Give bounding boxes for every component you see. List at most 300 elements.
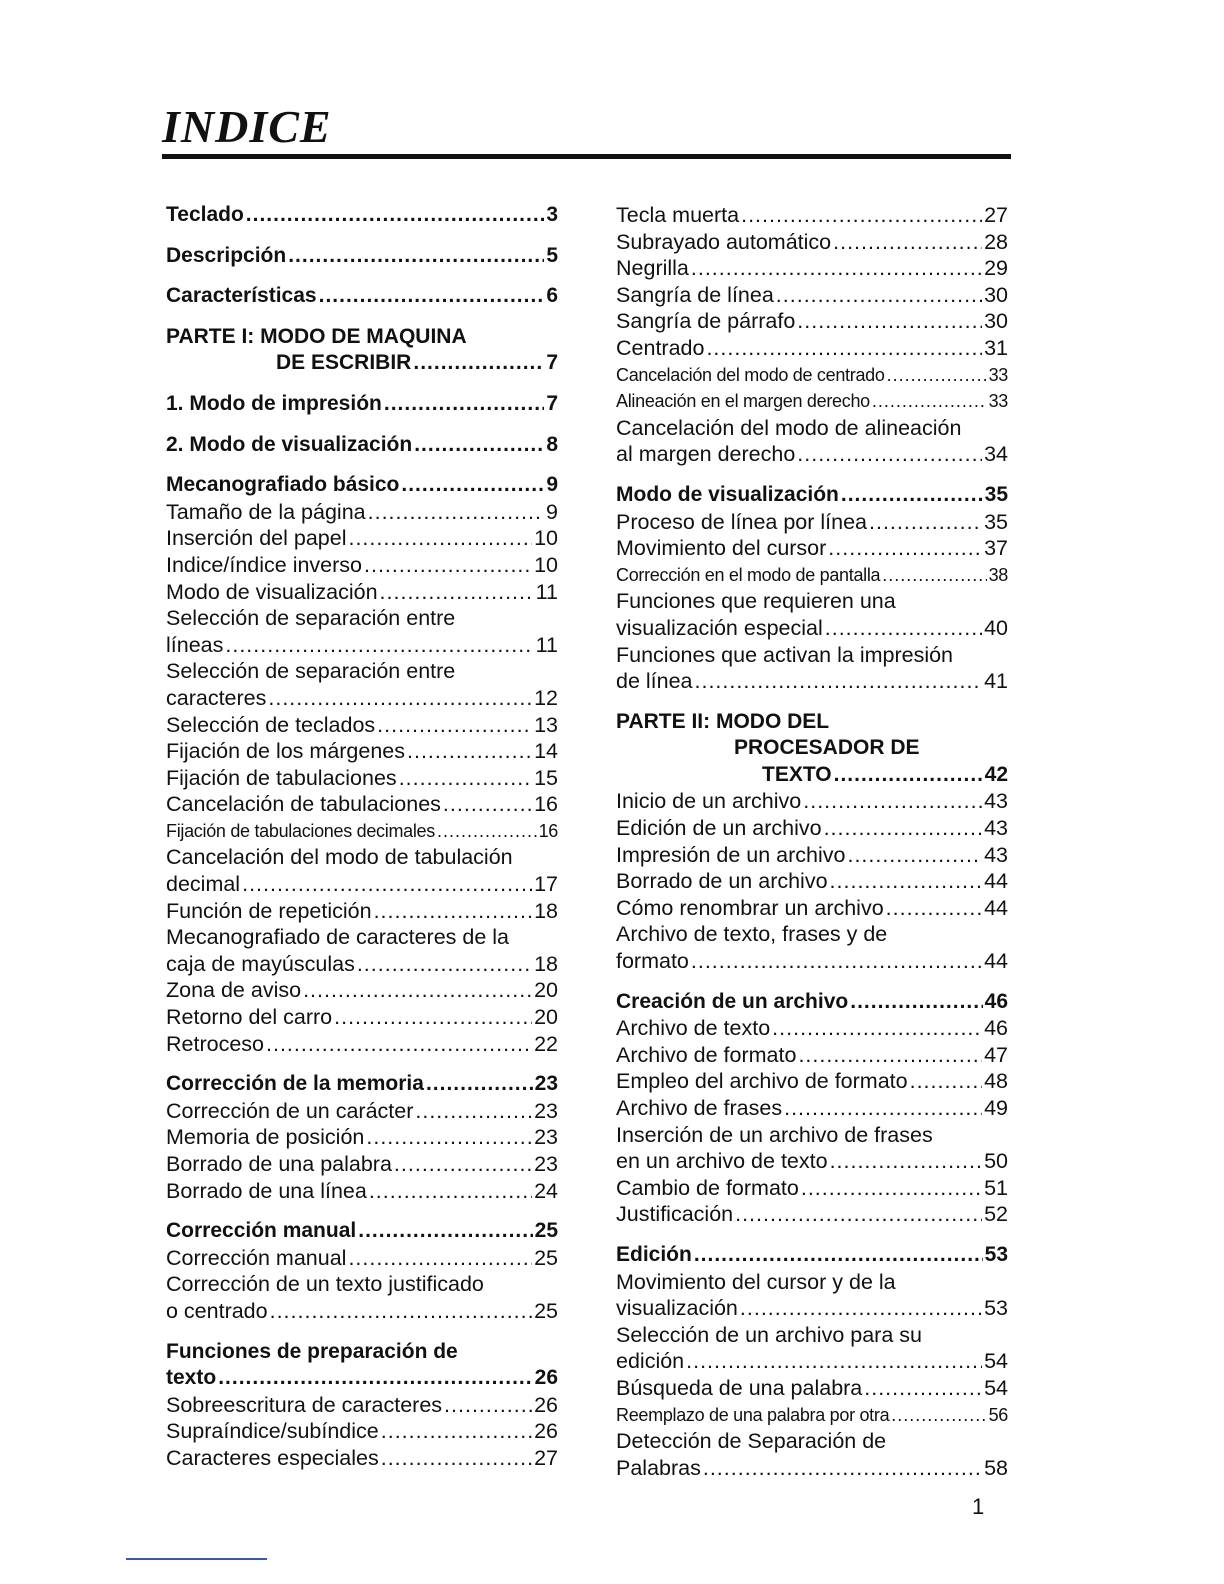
toc-page-number: 16	[538, 820, 558, 841]
toc-entry	[166, 432, 558, 459]
toc-entry-title: Inicio de un archivo	[616, 789, 802, 814]
toc-entry-title: formato	[616, 949, 689, 974]
toc-entry-title: Mecanografiado básico	[166, 473, 400, 497]
dot-leader	[740, 1295, 982, 1322]
toc-entry-title: Centrado	[616, 335, 705, 360]
toc-page-number: 44	[984, 895, 1008, 920]
toc-page-number: 23	[534, 1125, 558, 1150]
dot-leader	[303, 977, 532, 1004]
toc-entry	[616, 989, 1008, 1016]
toc-entry	[166, 1339, 558, 1392]
toc-entry	[616, 202, 1008, 229]
toc-entry-title: Borrado de una palabra	[166, 1152, 392, 1176]
toc-entry-title: caracteres	[166, 685, 267, 710]
dot-leader	[374, 898, 533, 925]
toc-entry	[616, 588, 1008, 641]
toc-entry-title-line: PARTE II: MODO DEL	[616, 709, 830, 733]
dot-leader	[772, 1015, 982, 1042]
toc-page-number: 23	[534, 1098, 558, 1123]
toc-page-number: 53	[984, 1296, 1008, 1321]
toc-entry	[166, 1218, 558, 1245]
dot-leader	[830, 1148, 983, 1175]
toc-entry-title: Edición	[616, 1242, 692, 1266]
toc-entry-title: Función de repetición	[166, 898, 372, 923]
dot-leader	[358, 1218, 532, 1245]
toc-page-number: 15	[534, 765, 558, 790]
toc-page-number: 53	[984, 1242, 1008, 1266]
toc-entry-title: al margen derecho	[616, 442, 796, 467]
toc-entry	[616, 921, 1008, 974]
toc-entry-title: de línea	[616, 669, 693, 694]
toc-entry-title: Descripción	[166, 243, 287, 267]
dot-leader	[686, 1348, 982, 1375]
toc-entry	[166, 1098, 558, 1125]
toc-page-number: 10	[534, 552, 558, 577]
dot-leader	[695, 668, 983, 695]
dot-leader	[824, 815, 983, 842]
toc-page-number: 35	[984, 509, 1008, 534]
toc-entry	[166, 499, 558, 526]
dot-leader	[850, 989, 982, 1016]
toc-entry-title-line: PROCESADOR DE	[734, 736, 920, 760]
dot-leader	[348, 1245, 532, 1272]
toc-entry-title-line: Funciones que requieren una	[616, 589, 896, 614]
toc-entry-title: Fijación de tabulaciones	[166, 765, 397, 790]
toc-entry-title: Supraíndice/subíndice	[166, 1419, 379, 1444]
toc-page-number: 9	[546, 473, 558, 497]
toc-entry-title: Archivo de formato	[616, 1042, 797, 1067]
toc-entry	[166, 283, 558, 310]
dot-leader	[703, 1455, 982, 1482]
dot-leader	[706, 335, 982, 362]
toc-entry-title: decimal	[166, 872, 241, 897]
toc-page-number: 27	[534, 1445, 558, 1470]
toc-entry	[166, 1151, 558, 1178]
dot-leader	[887, 362, 987, 389]
toc-entry	[616, 388, 1008, 415]
toc-entry-title: Búsqueda de una palabra	[616, 1375, 863, 1400]
toc-page-number: 49	[984, 1096, 1008, 1120]
toc-entry-title: visualización especial	[616, 615, 823, 640]
toc-entry	[166, 658, 558, 711]
toc-entry	[166, 391, 558, 418]
toc-entry	[616, 229, 1008, 256]
toc-page-number: 51	[984, 1175, 1008, 1200]
toc-page-number: 30	[984, 282, 1008, 307]
toc-entry-title: Corrección en el modo de pantalla	[616, 564, 881, 585]
toc-entry	[616, 362, 1008, 389]
toc-entry-title: Proceso de línea por línea	[616, 509, 867, 534]
dot-leader	[381, 1445, 532, 1472]
dot-leader	[399, 765, 532, 792]
toc-entry	[166, 1392, 558, 1419]
dot-leader	[368, 499, 544, 526]
toc-entry-title-line: Funciones que activan la impresión	[616, 642, 954, 667]
toc-entry	[166, 202, 558, 229]
toc-entry-title: Tamaño de la página	[166, 499, 366, 524]
toc-page-number: 13	[534, 712, 558, 737]
dot-leader	[218, 1365, 532, 1392]
toc-page-number: 46	[984, 1016, 1008, 1041]
dot-leader	[366, 1124, 532, 1151]
dot-leader	[798, 1042, 982, 1069]
toc-entry-title: Fijación de los márgenes	[166, 739, 406, 764]
toc-entry	[616, 255, 1008, 282]
toc-page-number: 27	[984, 203, 1008, 227]
dot-leader	[380, 579, 534, 606]
toc-entry-title: Reemplazo de una palabra por otra	[616, 1404, 890, 1425]
dot-leader	[869, 509, 982, 536]
toc-page-number: 48	[984, 1069, 1008, 1094]
toc-page-number: 56	[988, 1404, 1008, 1425]
dot-leader	[834, 762, 983, 789]
toc-page-number: 54	[984, 1349, 1008, 1374]
toc-page-number: 25	[534, 1245, 558, 1270]
dot-leader	[797, 308, 982, 335]
dot-leader	[384, 391, 544, 418]
toc-entry	[616, 788, 1008, 815]
toc-page-number: 28	[984, 229, 1008, 254]
toc-entry-title-line: Detección de Separación de	[616, 1429, 887, 1454]
toc-page-number: 50	[984, 1149, 1008, 1174]
toc-entry	[616, 415, 1008, 468]
dot-leader	[797, 441, 982, 468]
toc-entry	[166, 525, 558, 552]
toc-entry-title: Modo de visualización	[166, 579, 378, 604]
toc-entry-title-line: Selección de separación entre	[166, 659, 456, 684]
toc-entry-title: líneas	[166, 632, 224, 657]
toc-entry	[616, 335, 1008, 362]
dot-leader	[694, 1242, 983, 1269]
toc-entry	[616, 282, 1008, 309]
dot-leader	[864, 1375, 982, 1402]
toc-entry-title: Corrección manual	[166, 1219, 357, 1243]
toc-entry	[616, 1428, 1008, 1481]
toc-page-number: 52	[984, 1202, 1008, 1227]
toc-entry	[616, 842, 1008, 869]
toc-entry	[616, 895, 1008, 922]
toc-entry	[616, 562, 1008, 589]
toc-entry	[166, 1445, 558, 1472]
toc-entry	[616, 1322, 1008, 1375]
toc-page-number: 44	[984, 869, 1008, 894]
toc-entry	[166, 977, 558, 1004]
toc-entry-title: DE ESCRIBIR	[276, 351, 412, 375]
toc-entry	[166, 472, 558, 499]
toc-entry-title: Inserción del papel	[166, 526, 347, 551]
dot-leader	[246, 202, 545, 229]
toc-entry	[166, 605, 558, 658]
toc-entry-title: TEXTO	[762, 762, 832, 786]
dot-leader	[225, 632, 533, 659]
dot-leader	[288, 243, 544, 270]
dot-leader	[691, 948, 982, 975]
toc-entry	[166, 1031, 558, 1058]
toc-page-number: 23	[534, 1152, 558, 1176]
dot-leader	[364, 552, 532, 579]
toc-entry	[616, 1095, 1008, 1122]
toc-entry	[166, 738, 558, 765]
toc-entry	[166, 1124, 558, 1151]
toc-page-number: 14	[534, 739, 558, 764]
dot-leader	[828, 535, 982, 562]
toc-page-number: 12	[534, 685, 558, 710]
toc-entry-title: Cómo renombrar un archivo	[616, 895, 884, 920]
toc-entry-title-line: Cancelación del modo de alineación	[616, 415, 962, 440]
toc-entry-title: Zona de aviso	[166, 978, 302, 1003]
toc-page-number: 26	[534, 1366, 558, 1390]
toc-entry-title: caja de mayúsculas	[166, 951, 355, 976]
toc-entry	[166, 765, 558, 792]
dot-leader	[443, 791, 532, 818]
toc-section-heading	[166, 324, 558, 377]
dot-leader	[334, 1004, 532, 1031]
toc-entry-title: Palabras	[616, 1455, 701, 1480]
toc-entry	[166, 552, 558, 579]
toc-entry-title: Archivo de frases	[616, 1096, 783, 1120]
toc-entry-title: Empleo del archivo de formato	[616, 1069, 908, 1094]
toc-page-number: 20	[534, 978, 558, 1003]
toc-entry-title: Alineación en el margen derecho	[616, 391, 870, 412]
toc-entry	[616, 535, 1008, 562]
toc-entry-title-line: Cancelación del modo de tabulación	[166, 845, 513, 870]
toc-page-number: 23	[534, 1072, 558, 1096]
toc-entry-title: en un archivo de texto	[616, 1149, 828, 1174]
toc-entry	[166, 1271, 558, 1324]
dot-leader	[910, 1068, 982, 1095]
toc-page-number: 11	[535, 579, 558, 604]
toc-page-number: 5	[546, 243, 558, 267]
toc-entry	[166, 1004, 558, 1031]
toc-entry-title: 1. Modo de impresión	[166, 391, 382, 415]
toc-entry-title: Fijación de tabulaciones decimales	[166, 820, 435, 841]
dot-leader	[414, 432, 544, 459]
toc-entry	[616, 815, 1008, 842]
dot-leader	[348, 525, 532, 552]
toc-entry-title: Corrección de un carácter	[166, 1098, 414, 1123]
toc-entry	[166, 924, 558, 977]
toc-entry-title: Modo de visualización	[616, 482, 839, 506]
toc-entry	[166, 712, 558, 739]
toc-entry-title: Sangría de línea	[616, 282, 774, 307]
toc-page-number: 20	[534, 1005, 558, 1030]
dot-leader	[357, 951, 532, 978]
toc-entry	[166, 1178, 558, 1205]
toc-page-number: 18	[534, 898, 558, 923]
dot-leader	[872, 388, 987, 415]
dot-leader	[886, 895, 982, 922]
dot-leader	[691, 255, 982, 282]
dot-leader	[401, 472, 544, 499]
toc-entry	[616, 1242, 1008, 1269]
toc-page-number: 30	[984, 309, 1008, 334]
toc-entry	[166, 1418, 558, 1445]
dot-leader	[266, 1031, 532, 1058]
toc-page-number: 33	[988, 391, 1008, 412]
toc-page-number: 44	[984, 949, 1008, 974]
toc-page-number: 7	[546, 351, 558, 375]
dot-leader	[803, 788, 982, 815]
toc-page-number: 35	[984, 482, 1008, 506]
toc-page-number: 26	[534, 1419, 558, 1444]
toc-column-right	[616, 202, 1008, 1481]
toc-page-number: 8	[546, 432, 558, 456]
toc-page-number: 18	[534, 951, 558, 976]
toc-page-number: 3	[546, 203, 558, 226]
toc-entry	[616, 1068, 1008, 1095]
toc-column-left	[166, 202, 558, 1472]
toc-entry-title-line: Funciones de preparación de	[166, 1339, 458, 1363]
toc-entry-title: Justificación	[616, 1202, 734, 1227]
toc-page-number: 47	[984, 1042, 1008, 1067]
dot-leader	[413, 350, 544, 377]
dot-leader	[415, 1098, 532, 1125]
toc-entry-title-line: Movimiento del cursor y de la	[616, 1269, 896, 1294]
toc-page-number: 6	[546, 284, 558, 308]
dot-leader	[801, 1175, 982, 1202]
toc-page-number: 43	[984, 789, 1008, 814]
toc-entry-title: Indice/índice inverso	[166, 552, 362, 577]
title-rule	[162, 154, 1011, 159]
page-title: INDICE	[162, 101, 332, 152]
toc-entry	[166, 243, 558, 270]
toc-page-number: 54	[984, 1375, 1008, 1400]
dot-leader	[776, 282, 982, 309]
toc-entry-title: edición	[616, 1349, 685, 1374]
dot-leader	[891, 1402, 986, 1429]
toc-page-number: 31	[984, 335, 1008, 360]
toc-page-number: 16	[534, 792, 558, 817]
toc-entry-title: Retroceso	[166, 1031, 264, 1056]
toc-entry	[166, 1071, 558, 1098]
toc-entry-title: Cancelación del modo de centrado	[616, 364, 885, 385]
toc-entry	[166, 818, 558, 845]
toc-entry	[616, 1402, 1008, 1429]
toc-entry	[616, 1201, 1008, 1228]
toc-entry	[616, 482, 1008, 509]
toc-entry	[616, 868, 1008, 895]
toc-page-number: 22	[534, 1031, 558, 1056]
toc-page-number: 9	[546, 499, 558, 524]
dot-leader	[841, 482, 983, 509]
dot-leader	[369, 1178, 532, 1205]
toc-entry-title: Creación de un archivo	[616, 989, 849, 1013]
toc-entry-title: Cancelación de tabulaciones	[166, 792, 441, 817]
toc-entry-title: Tecla muerta	[616, 203, 740, 227]
toc-page-number: 40	[984, 615, 1008, 640]
toc-entry	[616, 1122, 1008, 1175]
toc-entry-title: Retorno del carro	[166, 1005, 333, 1030]
toc-page-number: 37	[984, 536, 1008, 561]
toc-page-number: 7	[546, 391, 558, 415]
dot-leader	[825, 615, 982, 642]
toc-entry-title: visualización	[616, 1296, 738, 1321]
dot-leader	[426, 1071, 533, 1098]
dot-leader	[242, 871, 532, 898]
toc-entry-title: Selección de teclados	[166, 712, 376, 737]
toc-page-number: 43	[984, 816, 1008, 841]
toc-entry-title-line: Archivo de texto, frases y de	[616, 922, 888, 947]
toc-entry	[616, 1042, 1008, 1069]
toc-entry-title: 2. Modo de visualización	[166, 432, 413, 456]
dot-leader	[830, 868, 983, 895]
toc-entry-title: Sangría de párrafo	[616, 309, 796, 334]
toc-entry-title: Caracteres especiales	[166, 1445, 379, 1470]
dot-leader	[377, 712, 532, 739]
toc-section-heading	[616, 709, 1008, 789]
toc-page-number: 26	[534, 1392, 558, 1417]
toc-page-number: 11	[535, 632, 558, 657]
toc-page-number: 46	[984, 989, 1008, 1013]
dot-leader	[847, 842, 982, 869]
toc-page-number: 34	[984, 442, 1008, 467]
toc-entry	[616, 1269, 1008, 1322]
page-number: 1	[972, 1494, 985, 1519]
dot-leader	[407, 738, 532, 765]
toc-entry-title: Movimiento del cursor	[616, 536, 827, 561]
toc-entry-title-line: Corrección de un texto justificado	[166, 1272, 484, 1297]
footer-line	[126, 1558, 267, 1560]
toc-entry	[616, 308, 1008, 335]
toc-page-number: 43	[984, 842, 1008, 867]
toc-entry-title: Negrilla	[616, 256, 689, 281]
toc-entry-title-line: Selección de separación entre	[166, 606, 456, 631]
toc-entry-title: Teclado	[166, 203, 244, 226]
toc-page-number: 33	[988, 364, 1008, 385]
toc-page-number: 24	[534, 1178, 558, 1203]
dot-leader	[833, 229, 982, 256]
toc-entry-title-line: Mecanografiado de caracteres de la	[166, 925, 510, 950]
dot-leader	[381, 1418, 532, 1445]
toc-entry	[616, 509, 1008, 536]
toc-page-number: 38	[988, 564, 1008, 585]
toc-page-number: 10	[534, 526, 558, 551]
toc-page-number: 41	[984, 669, 1008, 694]
toc-entry-title-line: PARTE I: MODO DE MAQUINA	[166, 324, 467, 348]
toc-entry	[166, 1245, 558, 1272]
toc-entry-title: Cambio de formato	[616, 1175, 799, 1200]
dot-leader	[882, 562, 986, 589]
toc-entry-title: Subrayado automático	[616, 229, 832, 254]
toc-entry-title-line: Selección de un archivo para su	[616, 1322, 922, 1347]
toc-page-number: 58	[984, 1455, 1008, 1480]
toc-entry	[166, 579, 558, 606]
toc-entry	[166, 844, 558, 897]
dot-leader	[268, 685, 532, 712]
toc-entry	[166, 898, 558, 925]
toc-entry-title: Impresión de un archivo	[616, 842, 846, 867]
dot-leader	[394, 1151, 532, 1178]
toc-entry-title: Borrado de una línea	[166, 1178, 367, 1203]
toc-entry-title: texto	[166, 1366, 217, 1390]
toc-entry-title: Memoria de posición	[166, 1125, 365, 1150]
toc-page-number: 42	[984, 762, 1008, 786]
dot-leader	[741, 202, 982, 229]
dot-leader	[437, 818, 537, 845]
dot-leader	[444, 1392, 532, 1419]
dot-leader	[735, 1201, 982, 1228]
toc-entry	[166, 791, 558, 818]
toc-page-number: 17	[534, 872, 558, 897]
toc-entry-title: Edición de un archivo	[616, 816, 822, 841]
toc-entry-title: Corrección de la memoria	[166, 1072, 424, 1096]
dot-leader	[319, 283, 545, 310]
toc-entry	[616, 1375, 1008, 1402]
toc-page-number: 25	[534, 1298, 558, 1323]
toc-entry-title: Archivo de texto	[616, 1016, 771, 1041]
dot-leader	[784, 1095, 982, 1122]
dot-leader	[270, 1298, 532, 1325]
